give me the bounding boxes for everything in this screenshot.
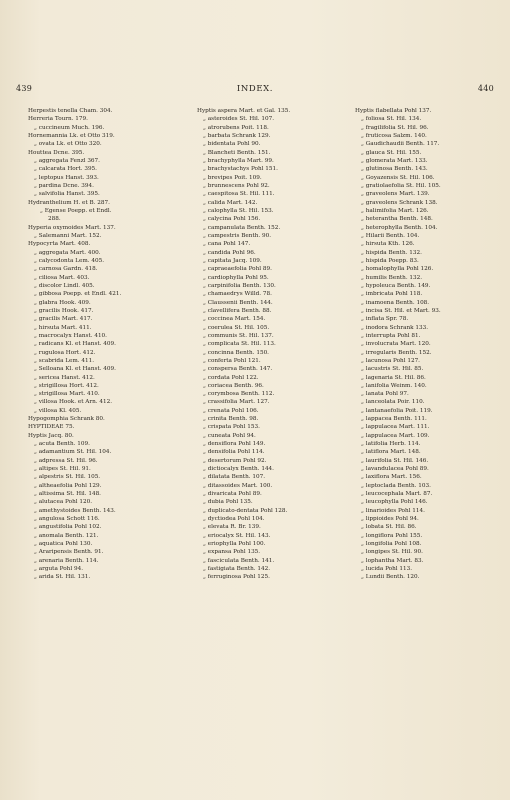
index-entry: „ villosa Kl. 405. bbox=[34, 407, 82, 414]
index-entry: „ crinita Benth. 98. bbox=[203, 416, 259, 423]
index-entry: „ inflata Spr. 78. bbox=[361, 316, 409, 323]
index-entry: „ gratiolaefolia St. Hil. 105. bbox=[361, 182, 441, 189]
index-entry: 288. bbox=[48, 216, 61, 223]
index-entry: „ rugulosa Hort. 412. bbox=[34, 349, 96, 356]
index-entry: „ lappulacea Mart. 109. bbox=[361, 432, 430, 439]
index-entry: „ duplicato-dentata Pohl 128. bbox=[203, 507, 288, 514]
index-entry: Hyptis aspera Mart. et Gal. 135. bbox=[197, 108, 291, 114]
index-entry: „ ditassoides Mart. 100. bbox=[203, 482, 273, 489]
index-entry: „ radicans Kl. et Hanst. 409. bbox=[34, 341, 116, 348]
index-entry: „ calycina Pohl 156. bbox=[203, 216, 261, 223]
index-entry: „ humilis Benth. 132. bbox=[361, 274, 423, 281]
index-entry: „ heterantha Benth. 148. bbox=[361, 216, 433, 223]
index-entry: „ linarioides Pohl 114. bbox=[361, 507, 425, 514]
index-entry: „ longiflora Pohl 155. bbox=[361, 532, 423, 539]
index-entry: „ aggregata Mart. 400. bbox=[34, 249, 101, 256]
index-entry: „ crenata Pohl 106. bbox=[203, 407, 259, 414]
index-entry: „ interrupta Pohl 81. bbox=[361, 332, 421, 339]
page-number-right: 440 bbox=[477, 84, 494, 93]
index-entry: „ calcarata Hort. 395. bbox=[34, 166, 97, 173]
index-entry: „ lacustris St. Hil. 85. bbox=[361, 366, 424, 373]
index-entry: „ laurifolia St. Hil. 146. bbox=[361, 457, 429, 464]
index-entry: „ densiflora Pohl 149. bbox=[203, 441, 266, 448]
index-entry: „ lappacea Benth. 111. bbox=[361, 416, 427, 423]
index-entry: „ fastigiata Benth. 142. bbox=[203, 566, 271, 573]
index-entry: „ scabrida Lem. 411. bbox=[34, 357, 95, 364]
index-entry: „ gracilis Mart. 417. bbox=[34, 316, 93, 323]
index-entry: „ gracilis Hook. 417. bbox=[34, 307, 94, 314]
index-entry: „ macrocalyx Hanst. 410. bbox=[34, 332, 107, 339]
index-entry: „ cana Pohl 147. bbox=[203, 241, 251, 248]
index-entry: „ heterophylla Benth. 104. bbox=[361, 224, 438, 231]
index-entry: „ cuneata Pohl 94. bbox=[203, 432, 256, 439]
index-entry: „ Blancheti Benth. 151. bbox=[203, 149, 271, 156]
index-entry: „ imbricata Pohl 118. bbox=[361, 291, 423, 298]
index-entry: „ brunnescens Pohl 92. bbox=[203, 182, 270, 189]
index-entry: „ dyctiodea Pohl 104. bbox=[203, 516, 265, 523]
index-entry: „ Claussenii Benth. 144. bbox=[203, 299, 273, 306]
index-entry: „ homalophylla Pohl 126. bbox=[361, 266, 434, 273]
index-entry: „ anomala Benth. 121. bbox=[34, 532, 99, 539]
index-entry: „ Goyazensis St. Hil. 106. bbox=[361, 174, 435, 181]
index-entry: Herreria Tourn. 179. bbox=[28, 116, 88, 123]
index-entry: „ caespitosa St. Hil. 111. bbox=[203, 191, 275, 198]
index-entry: „ calophylla St. Hil. 153. bbox=[203, 207, 274, 214]
index-entry: „ leucocephala Mart. 87. bbox=[361, 491, 433, 498]
index-entry: „ lucida Pohl 113. bbox=[361, 566, 413, 573]
index-entry: „ Lundii Benth. 120. bbox=[361, 574, 420, 581]
index-column-2 bbox=[197, 107, 357, 582]
index-entry: „ lanceolata Poir. 110. bbox=[361, 399, 425, 406]
index-entry: „ chamaedrys Willd. 78. bbox=[203, 291, 272, 298]
index-entry: „ villosa Hook. et Arn. 412. bbox=[34, 399, 113, 406]
index-entry: „ lappulacea Mart. 111. bbox=[361, 424, 430, 431]
index-entry: „ pardina Dcne. 394. bbox=[34, 182, 94, 189]
page-number-left: 439 bbox=[16, 84, 33, 93]
index-entry: „ alutacea Pohl 120. bbox=[34, 499, 93, 506]
index-entry: „ elevata R. Br. 139. bbox=[203, 524, 261, 531]
index-entry: „ Selloana Kl. et Hanst. 409. bbox=[34, 366, 116, 373]
index-column-1 bbox=[28, 107, 188, 582]
index-entry: „ carnosa Gardn. 418. bbox=[34, 266, 98, 273]
index-entry: Hyptis flabellata Pohl 137. bbox=[355, 108, 432, 114]
index-entry: „ laxiflora Mart. 156. bbox=[361, 474, 422, 481]
index-entry: „ hirsuta Kth. 126. bbox=[361, 241, 415, 248]
index-entry: „ leucophylla Pohl 146. bbox=[361, 499, 428, 506]
index-entry: „ aquatica Pohl 130. bbox=[34, 541, 93, 548]
index-entry: „ alpestris St. Hil. 105. bbox=[34, 474, 101, 481]
index-entry: „ communis St. Hil. 137. bbox=[203, 332, 274, 339]
index-entry: „ campanulata Benth. 152. bbox=[203, 224, 281, 231]
index-entry: „ fruticosa Salzm. 140. bbox=[361, 132, 427, 139]
index-entry: „ Salemanni Mart. 152. bbox=[34, 232, 102, 239]
index-entry: „ coerulea St. Hil. 105. bbox=[203, 324, 270, 331]
index-entry: „ discolor Lindl. 405. bbox=[34, 282, 95, 289]
index-entry: „ salvifolia Hanst. 395. bbox=[34, 191, 100, 198]
index-entry: Hyperia oxymoides Mart. 137. bbox=[28, 224, 116, 231]
index-entry: „ sericea Hanst. 412. bbox=[34, 374, 95, 381]
index-entry: Hyptis Jacq. 80. bbox=[28, 432, 74, 439]
index-entry: „ corymbosa Benth. 112. bbox=[203, 391, 275, 398]
index-entry: „ arenaria Benth. 114. bbox=[34, 557, 99, 564]
index-entry: „ leptopus Hanst. 393. bbox=[34, 174, 99, 181]
index-entry: „ lippioides Pohl 94. bbox=[361, 516, 419, 523]
index-entry: „ bidentata Pohl 90. bbox=[203, 141, 261, 148]
index-entry: „ densifolia Pohl 114. bbox=[203, 449, 265, 456]
index-entry: „ expansa Pohl 135. bbox=[203, 549, 261, 556]
index-entry: „ barbata Schrank 129. bbox=[203, 132, 271, 139]
index-entry: „ adpressa St. Hil. 96. bbox=[34, 457, 98, 464]
index-entry: „ foliosa St. Hil. 134. bbox=[361, 116, 422, 123]
index-entry: „ clavellifera Benth. 88. bbox=[203, 307, 272, 314]
index-entry: „ fragilifolia St. Hil. 96. bbox=[361, 124, 429, 131]
index-entry: „ arida St. Hil. 131. bbox=[34, 574, 91, 581]
index-entry: „ asteroides St. Hil. 107. bbox=[203, 116, 275, 123]
index-entry: „ altissima St. Hil. 148. bbox=[34, 491, 101, 498]
index-entry: „ calida Mart. 142. bbox=[203, 199, 258, 206]
index-entry: „ candida Pohl 96. bbox=[203, 249, 256, 256]
index-entry: „ inodora Schrank 133. bbox=[361, 324, 429, 331]
index-entry: „ irregularis Benth. 152. bbox=[361, 349, 432, 356]
index-entry: „ hypoleuca Benth. 149. bbox=[361, 282, 431, 289]
index-entry: „ divaricata Pohl 89. bbox=[203, 491, 262, 498]
index-entry: „ campestris Benth. 90. bbox=[203, 232, 272, 239]
index-entry: „ atrorubens Poit. 118. bbox=[203, 124, 269, 131]
index-entry: „ brevipes Poit. 109. bbox=[203, 174, 262, 181]
index-entry: „ altipes St. Hil. 91. bbox=[34, 466, 91, 473]
index-entry: Hydranthelium H. et B. 287. bbox=[28, 199, 110, 206]
index-entry: „ brachystachys Pohl 151. bbox=[203, 166, 278, 173]
index-entry: „ acuta Benth. 109. bbox=[34, 441, 90, 448]
index-entry: „ glomerata Mart. 133. bbox=[361, 157, 428, 164]
index-entry: „ ferruginosa Pohl 125. bbox=[203, 574, 270, 581]
index-entry: „ lanifolia Weinm. 140. bbox=[361, 382, 427, 389]
index-entry: „ halimifolia Mart. 126. bbox=[361, 207, 429, 214]
index-entry: „ lagenaria St. Hil. 86. bbox=[361, 374, 426, 381]
index-entry: „ adamantium St. Hil. 104. bbox=[34, 449, 112, 456]
index-entry: „ dubia Pohl 135. bbox=[203, 499, 253, 506]
index-entry: „ glutinosa Benth. 143. bbox=[361, 166, 428, 173]
index-entry: HYPTIDEAE 75. bbox=[28, 424, 75, 431]
index-entry: „ inamoena Benth. 108. bbox=[361, 299, 430, 306]
page-title: INDEX. bbox=[236, 84, 274, 94]
index-entry: Hypogomphia Schrank 80. bbox=[28, 416, 105, 423]
index-entry: „ crassifolia Mart. 127. bbox=[203, 399, 270, 406]
index-entry: „ glauca St. Hil. 155. bbox=[361, 149, 422, 156]
index-entry: „ Egense Poepp. et Endl. bbox=[40, 207, 112, 214]
index-entry: „ graveolens Schrank 138. bbox=[361, 199, 438, 206]
index-entry: „ lavandulacea Pohl 89. bbox=[361, 466, 429, 473]
index-entry: „ dictiocalyx Benth. 144. bbox=[203, 466, 274, 473]
index-entry: „ desertorum Pohl 92. bbox=[203, 457, 267, 464]
index-entry: „ glabra Hook. 409. bbox=[34, 299, 91, 306]
index-entry: „ incisa St. Hil. et Mart. 93. bbox=[361, 307, 441, 314]
index-entry: „ conspersa Benth. 147. bbox=[203, 366, 273, 373]
index-entry: „ cardiophylla Pohl 95. bbox=[203, 274, 269, 281]
index-entry: „ longipes St. Hil. 90. bbox=[361, 549, 423, 556]
index-entry: „ graveolens Mart. 139. bbox=[361, 191, 430, 198]
index-entry: „ lantanaefolia Poit. 119. bbox=[361, 407, 433, 414]
index-entry: „ amethystoides Benth. 143. bbox=[34, 507, 116, 514]
index-entry: „ leptocladа Benth. 103. bbox=[361, 482, 431, 489]
index-entry: „ latiflora Mart. 148. bbox=[361, 449, 421, 456]
index-entry: „ lobata St. Hil. 86. bbox=[361, 524, 417, 531]
index-entry: „ cuccineum Much. 196. bbox=[34, 124, 105, 131]
index-entry: „ ciliosa Mart. 403. bbox=[34, 274, 90, 281]
index-entry: „ dilatata Benth. 107. bbox=[203, 474, 266, 481]
index-entry: „ capraeaefolia Pohl 89. bbox=[203, 266, 272, 273]
index-column-3 bbox=[355, 107, 495, 582]
index-entry: „ latifolia Herb. 114. bbox=[361, 441, 421, 448]
index-entry: „ coriacea Benth. 96. bbox=[203, 382, 264, 389]
index-entry: „ strigillosa Mart. 410. bbox=[34, 391, 100, 398]
index-entry: „ altheaefolia Pohl 129. bbox=[34, 482, 102, 489]
index-entry: „ cordata Pohl 122. bbox=[203, 374, 259, 381]
index-entry: „ Gaudichaudii Benth. 117. bbox=[361, 141, 440, 148]
index-entry: „ coccinea Mart. 154. bbox=[203, 316, 266, 323]
index-entry: „ hispida Benth. 132. bbox=[361, 249, 422, 256]
index-entry: „ Hilarii Benth. 104. bbox=[361, 232, 420, 239]
index-entry: „ lacunosa Pohl 127. bbox=[361, 357, 420, 364]
index-entry: „ involucrata Mart. 120. bbox=[361, 341, 431, 348]
index-entry: „ crispata Pohl 153. bbox=[203, 424, 260, 431]
index-entry: „ angulosa Schott 116. bbox=[34, 516, 100, 523]
index-entry: „ hispida Poepp. 83. bbox=[361, 257, 419, 264]
index-entry: „ eriocalyx St. Hil. 143. bbox=[203, 532, 271, 539]
index-entry: „ arguta Pohl 94. bbox=[34, 566, 84, 573]
index-entry: „ lophantha Mart. 83. bbox=[361, 557, 424, 564]
index-entry: „ Araripensis Benth. 91. bbox=[34, 549, 104, 556]
index-entry: Herpestis tenella Cham. 304. bbox=[28, 108, 113, 114]
index-entry: „ lanata Pohl 97. bbox=[361, 391, 409, 398]
index-entry: „ hirsuta Mart. 411. bbox=[34, 324, 92, 331]
index-entry: „ concinna Benth. 150. bbox=[203, 349, 269, 356]
index-entry: „ calycodonta Lem. 405. bbox=[34, 257, 104, 264]
index-entry: „ complicata St. Hil. 113. bbox=[203, 341, 276, 348]
index-entry: „ angustifolia Pohl 102. bbox=[34, 524, 102, 531]
index-entry: „ carpinifolia Benth. 130. bbox=[203, 282, 276, 289]
index-entry: „ longifolia Pohl 108. bbox=[361, 541, 422, 548]
page-header bbox=[16, 84, 494, 98]
index-entry: „ ovata Lk. et Otto 320. bbox=[34, 141, 102, 148]
index-entry: „ brachyphylla Mart. 99. bbox=[203, 157, 274, 164]
index-entry: „ aggregata Fenzl 367. bbox=[34, 157, 100, 164]
index-entry: Hypocyrta Mart. 408. bbox=[28, 241, 91, 248]
index-entry: „ capitata Jacq. 109. bbox=[203, 257, 262, 264]
index-entry: „ fasciculata Benth. 141. bbox=[203, 557, 275, 564]
index-entry: „ conferta Pohl 121. bbox=[203, 357, 261, 364]
index-entry: „ gibbosa Poepp. et Endl. 421. bbox=[34, 291, 122, 298]
index-entry: „ strigillosa Hort. 412. bbox=[34, 382, 99, 389]
index-entry: „ eriophylla Pohl 100. bbox=[203, 541, 266, 548]
index-entry: Hornemannia Lk. et Otto 319. bbox=[28, 132, 115, 139]
index-entry: Houttea Dcne. 395. bbox=[28, 149, 85, 156]
